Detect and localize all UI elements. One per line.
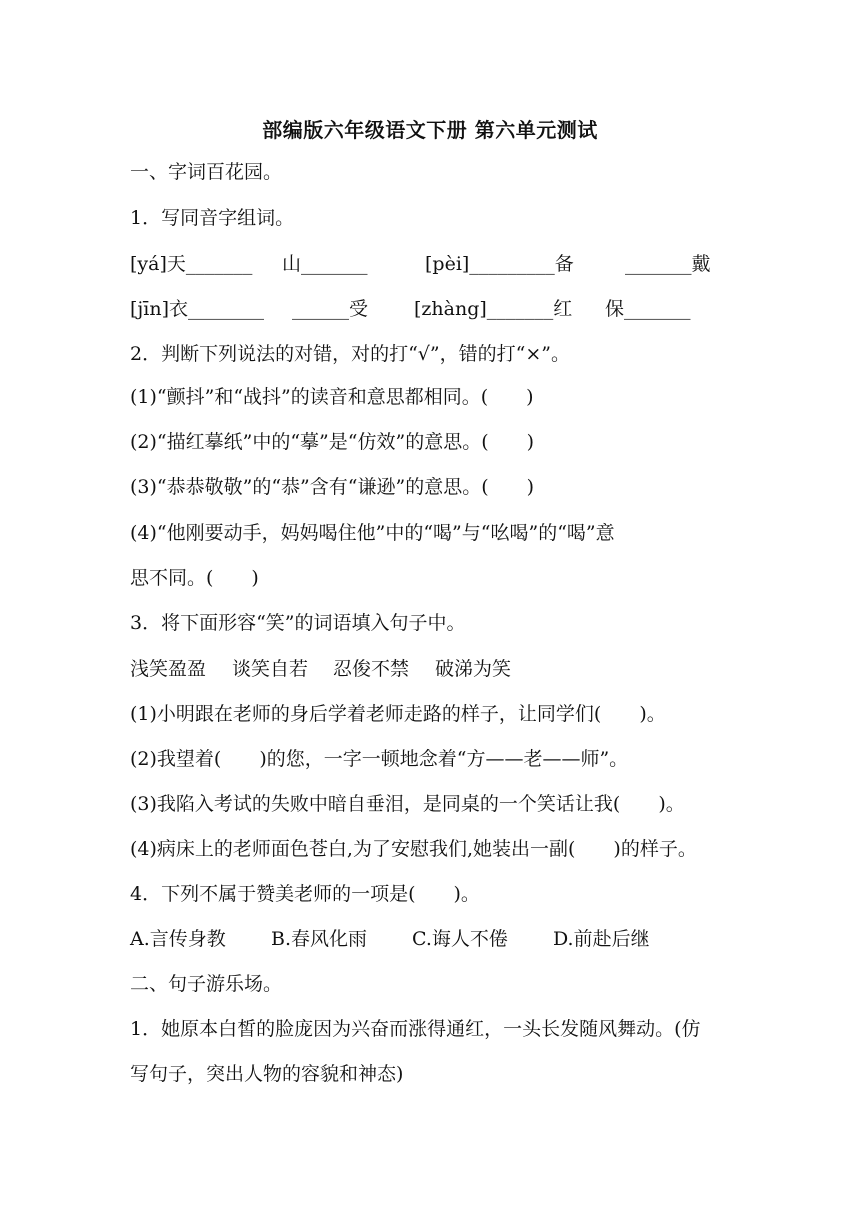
q1-row2-item-2: ______受 (292, 298, 369, 320)
q2-item-3: (3)“恭恭敬敬”的“恭”含有“谦逊”的意思。( ) (130, 476, 535, 498)
q1-row1-item-2: 山_______ (282, 253, 368, 275)
q3-prompt: 3．将下面形容“笑”的词语填入句子中。 (130, 612, 466, 634)
q3-item-4: (4)病床上的老师面色苍白,为了安慰我们,她装出一副( )的样子。 (130, 838, 697, 860)
q1-row1-item-4: _______戴 (625, 253, 711, 275)
q1-row1-item-3: [pèi]_________备 (425, 253, 574, 275)
q2-item-4-line-2: 思不同。( ) (130, 567, 259, 589)
q4-prompt: 4．下列不属于赞美老师的一项是( )。 (130, 883, 480, 905)
q2-item-4-line-1: (4)“他刚要动手，妈妈喝住他”中的“喝”与“吆喝”的“喝”意 (130, 522, 615, 544)
q4-option-d: D.前赴后继 (553, 928, 650, 950)
q4-option-b: B.春风化雨 (271, 928, 368, 950)
q1-row2-item-4: 保_______ (605, 298, 691, 320)
q4-option-a: A.言传身教 (130, 928, 226, 950)
q1-row2-item-1: [jīn]衣________ (130, 298, 265, 320)
q3-item-2: (2)我望着( )的您，一字一顿地念着“方——老——师”。 (130, 748, 629, 770)
q3-word-4: 破涕为笑 (435, 658, 512, 680)
q2-item-1: (1)“颤抖”和“战抖”的读音和意思都相同。( ) (130, 386, 534, 408)
q3-word-3: 忍俊不禁 (333, 658, 410, 680)
q3-word-2: 谈笑自若 (232, 658, 309, 680)
q1-row1-item-1: [yá]天_______ (130, 253, 253, 275)
q4-option-c: C.诲人不倦 (412, 928, 508, 950)
section-1-heading: 一、字词百花园。 (130, 161, 283, 183)
q2-item-2: (2)“描红摹纸”中的“摹”是“仿效”的意思。( ) (130, 431, 535, 453)
q3-word-1: 浅笑盈盈 (130, 658, 207, 680)
q3-item-1: (1)小明跟在老师的身后学着老师走路的样子，让同学们( )。 (130, 703, 666, 725)
q1-row2-item-3: [zhàng]_______红 (414, 298, 573, 320)
q1-prompt: 1．写同音字组词。 (130, 207, 295, 229)
s2-q1-line-1: 1．她原本白皙的脸庞因为兴奋而涨得通红，一头长发随风舞动。(仿 (130, 1018, 701, 1040)
page-title: 部编版六年级语文下册 第六单元测试 (262, 118, 598, 142)
s2-q1-line-2: 写句子，突出人物的容貌和神态) (130, 1063, 404, 1085)
q3-item-3: (3)我陷入考试的失败中暗自垂泪，是同桌的一个笑话让我( )。 (130, 793, 685, 815)
q2-prompt: 2．判断下列说法的对错，对的打“√”，错的打“×”。 (130, 343, 570, 365)
section-2-heading: 二、句子游乐场。 (130, 973, 283, 995)
